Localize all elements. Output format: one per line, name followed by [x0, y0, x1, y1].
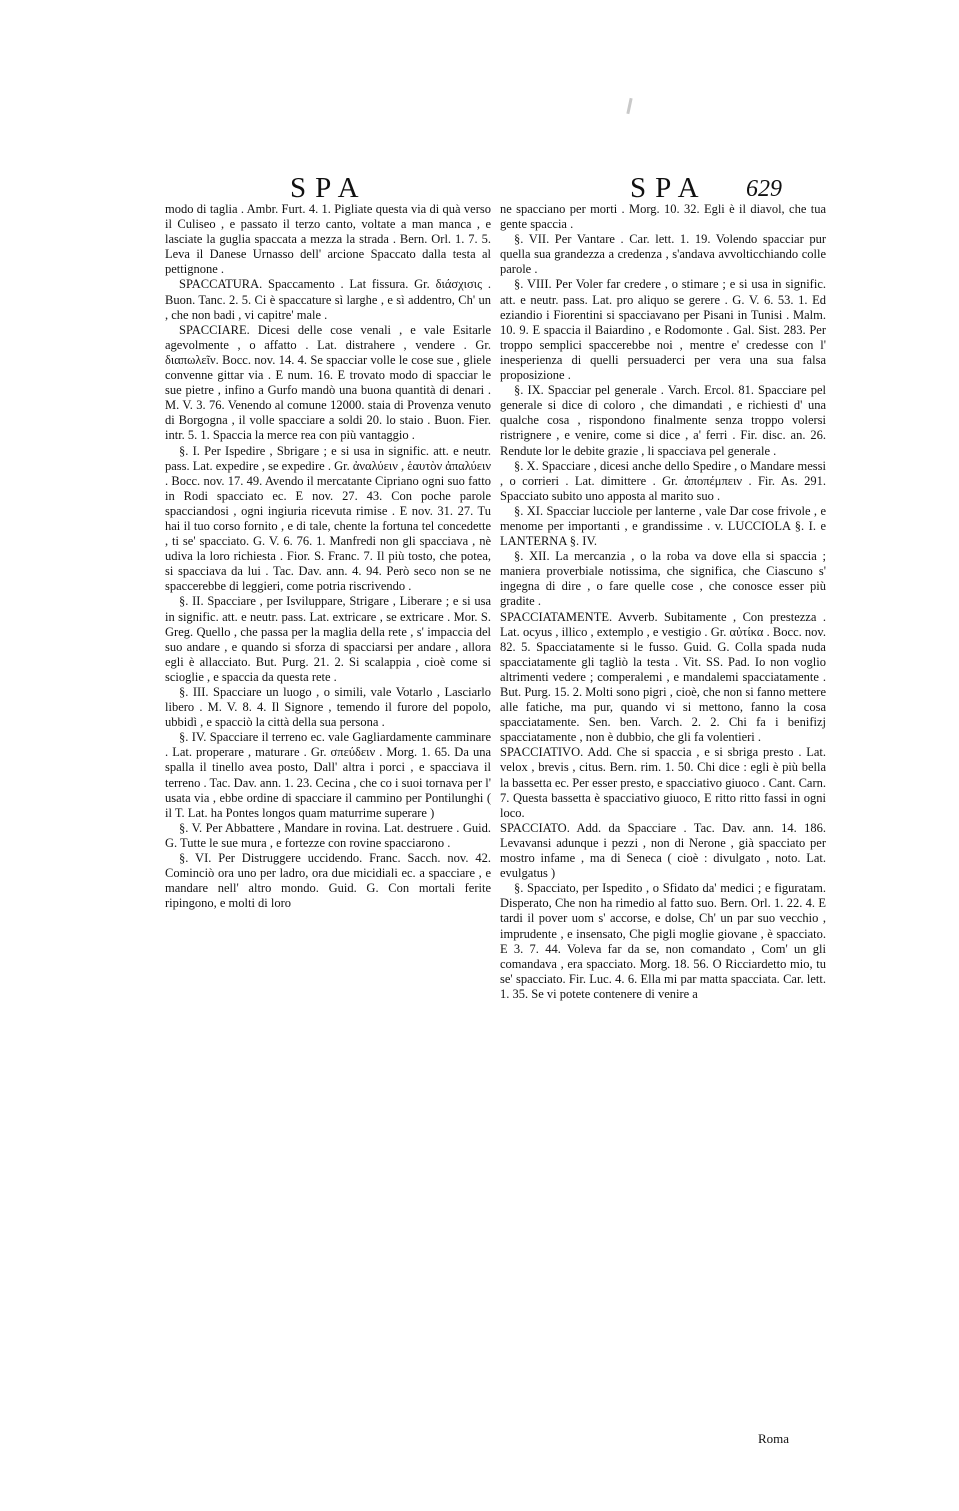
- sense-i: §. I. Per Ispedire , Sbrigare ; e si usa in signific. att. e neutr. pass. Lat. expedire , se expedire . Gr. ἀναλύειν , ἑαυτὸν ἀπαλύειν . Bocc. nov. 17. 49. Avendo il mercatante Cipriano ogni suo fatto in Rodi spacciato ec. E nov. 27. 43. Con poche parole spacciandosi , ogni ingiuria ricevuta rimise . E nov. 31. 27. Tu hai il tuo corso fornito , e di tale, chente la fortuna tel concedette , ti se' spacciato. G. V. 6. 76. 1. Manfredi non gli spacciava , nè udiva la loro richiesta . Fior. S. Franc. 7. Il più tosto, che potea, si spacciava da lui . Tac. Dav. ann. 4. 94. Però seco non se ne spaccerebbe di leggieri, come potria riscrivendo .: [165, 443, 491, 594]
- sense-vi-continuation: ne spacciano per morti . Morg. 10. 32. Egli è il diavol, che tua gente spaccia .: [500, 202, 826, 232]
- sense-spacciato: §. Spacciato, per Ispedito , o Sfidato da' medici ; e figuratam. Disperato, Che non ha rimedio al fatto suo. Bern. Orl. 1. 22. 4. E tardi il pover uom s' accorse, e dolse, Ch' un par suo vecchio , imprudente , e insensato, Che pigli moglie giovane , è spacciato. E 3. 7. 44. Voleva far da se, non comandato , Com' un gli comandava , era spacciato. Morg. 18. 56. O Ricciardetto mio, tu se' spacciato. Fir. Luc. 4. 6. Ella mi par matta spacciata. Car. lett. 1. 35. Se vi potete contenere di venire a: [500, 881, 826, 1001]
- left-column: [165, 202, 491, 911]
- entry-spacciativo: SPACCIATIVO. Add. Che si spaccia , e si sbriga presto . Lat. velox , brevis , citus. Bern. rim. 1. 50. Chi dice : egli è più bella la bassetta ec. Per esser presto, e spacciativo giuoco . Cant. Carn. 7. Questa bassetta è spacciativo giuoco, E ritto ritto fassi in ogni loco.: [500, 745, 826, 820]
- sense-v: §. V. Per Abbattere , Mandare in rovina. Lat. destruere . Guid. G. Tutte le sue mura , e fortezze con rovine spacciarono .: [165, 820, 491, 850]
- sense-vi: §. VI. Per Distruggere uccidendo. Franc. Sacch. nov. 42. Cominciò ora uno per ladro, ora due micidiali ec. a spacciare , e mandare nell' altro mondo. Guid. G. Con mortali ferite ripingono, e molti di loro: [165, 851, 491, 911]
- entry-spacciare: SPACCIARE. Dicesi delle cose venali , e vale Esitarle agevolmente , o affatto . Lat. distrahere , vendere . Gr. διαπωλεῖν. Bocc. nov. 14. 4. Se spacciar volle le cose sue , gliele convenne gittar via . E num. 16. E trovato modo di spacciar le sue pietre , infino a Gurfo mandò una buona quantità di denari . M. V. 3. 76. Venendo al comune 12000. staia di Provenza venuto di Borgogna , il volle spacciare a soldi 20. lo staio . Buon. Fier. intr. 5. 1. Spaccia la merce rea con più vantaggio .: [165, 322, 491, 443]
- sense-x: §. X. Spacciare , dicesi anche dello Spedire , o Mandare messi , o corrieri . Lat. dimittere . Gr. ἀποπέμπειν . Fir. As. 291. Spacciato subito uno apposta al marito suo .: [500, 458, 826, 503]
- paper-speck: [626, 98, 632, 114]
- sense-ix: §. IX. Spacciar pel generale . Varch. Ercol. 81. Spacciare pel generale si dice di coloro , che dimandati , e richiesti d' una qualche cosa , rispondono finalmente senza troppo volersi ristrignere , e venire, come si dice , a' ferri . Fir. disc. an. 26. Rendute lor le debite grazie , li spacciava pel generale .: [500, 383, 826, 458]
- entry-continuation: modo di taglia . Ambr. Furt. 4. 1. Pigliate questa via di quà verso il Culiseo , e passato il terzo canto, voltate a man manca , e lasciate la guglia spaccata a mezza la strada . Bern. Orl. 1. 7. 5. Leva il Danese Urnasso dell' arcione Spaccato dalla testa al pettignone .: [165, 202, 491, 277]
- running-head-left: SPA: [290, 172, 368, 204]
- sense-xi: §. XI. Spacciar lucciole per lanterne , vale Dar cose frivole , e menome per importanti , e grandissime . v. LUCCIOLA §. I. e LANTERNA §. IV.: [500, 503, 826, 549]
- page-number: 629: [746, 176, 782, 202]
- sense-viii: §. VIII. Per Voler far credere , o stimare ; e si usa in signific. att. e neutr. pass. Lat. pro aliquo se gerere . G. V. 6. 53. 1. Ed eziandio i Fiorentini si spacciavano per Pisani in Tunisi . Malm. 10. 9. E spaccia il Baiardino , e Rodomonte . Gal. Sist. 283. Per troppo semplici spaccerebbe noi , mentre e' credesse con l' inesperienza di quelli persuaderci per vera una sua falsa proposizione .: [500, 277, 826, 383]
- entry-spacciatamente: SPACCIATAMENTE. Avverb. Subitamente , Con prestezza . Lat. ocyus , illico , extemplo , e vestigio . Gr. αὐτίκα . Bocc. nov. 82. 5. Spacciatamente si le fusso. Guid. G. Colla spada nuda spacciatamente gli tagliò la testa . Vit. SS. Pad. Io non voglio altrimenti vedere ; comperalemi , e mandalemi spacciatamente . But. Purg. 15. 2. Molti sono pigri , cioè, che non si fanno mettere alle fatiche, ma pur, quando vi si mettono, fanno la cosa spacciatamente. Sen. ben. Varch. 2. 2. Chi fa i benifizj spacciatamente , non è dubbio, che gli fa volentieri .: [500, 609, 826, 745]
- right-column: [500, 202, 826, 1002]
- catchword: Roma: [758, 1431, 790, 1446]
- sense-ii: §. II. Spacciare , per Isviluppare, Strigare , Liberare ; e si usa in signific. att. e neutr. pass. Lat. extricare , se extricare . Mor. S. Greg. Quello , che passa per la maglia della rete , s' impaccia del suo andare , e quando si sforza di spacciarsi per andare , allora egli è allacciato. But. Purg. 21. 2. Si scalappia , cioè come si scioglie , e spaccia da questa rete .: [165, 594, 491, 684]
- sense-vii: §. VII. Per Vantare . Car. lett. 1. 19. Volendo spacciar pur quella sua grandezza a credenza , s'andava avvolticchiando colle parole .: [500, 232, 826, 277]
- sense-iii: §. III. Spacciare un luogo , o simili, vale Votarlo , Lasciarlo libero . M. V. 8. 4. Il Signore , temendo il furore del popolo, ubbidì , e spacciò la città della sua persona .: [165, 685, 491, 730]
- sense-xii: §. XII. La mercanzia , o la roba va dove ella si spaccia ; maniera proverbiale notissima, che significa, che Ciascuno s' ingegna di dire , o fare quelle cose , che conosce esser più gradite .: [500, 549, 826, 609]
- running-head-right: SPA: [630, 172, 708, 204]
- sense-iv: §. IV. Spacciare il terreno ec. vale Gagliardamente camminare . Lat. properare , maturare . Gr. σπεύδειν . Morg. 1. 65. Da una spalla il tinello avea posto, Dall' altra i porci , e spacciava il terreno . Tac. Dav. ann. 1. 23. Cecina , che co i suoi tornava per l' usata via , ebbe ordine di spacciare il cammino per Pontilunghi ( il T. Lat. ha Pontes longos quam maturrime superare ): [165, 730, 491, 820]
- entry-spacciato: SPACCIATO. Add. da Spacciare . Tac. Dav. ann. 14. 186. Levavansi adunque i pezzi , non di Nerone , già spacciato per mostro infame , ma di Seneca ( cioè : divulgato , noto. Lat. evulgatus ): [500, 820, 826, 881]
- entry-spaccatura: SPACCATURA. Spaccamento . Lat fissura. Gr. διάσχισις . Buon. Tanc. 2. 5. Ci è spaccature sì larghe , e sì addentro, Ch' un , che non badi , vi capitre' male .: [165, 277, 491, 322]
